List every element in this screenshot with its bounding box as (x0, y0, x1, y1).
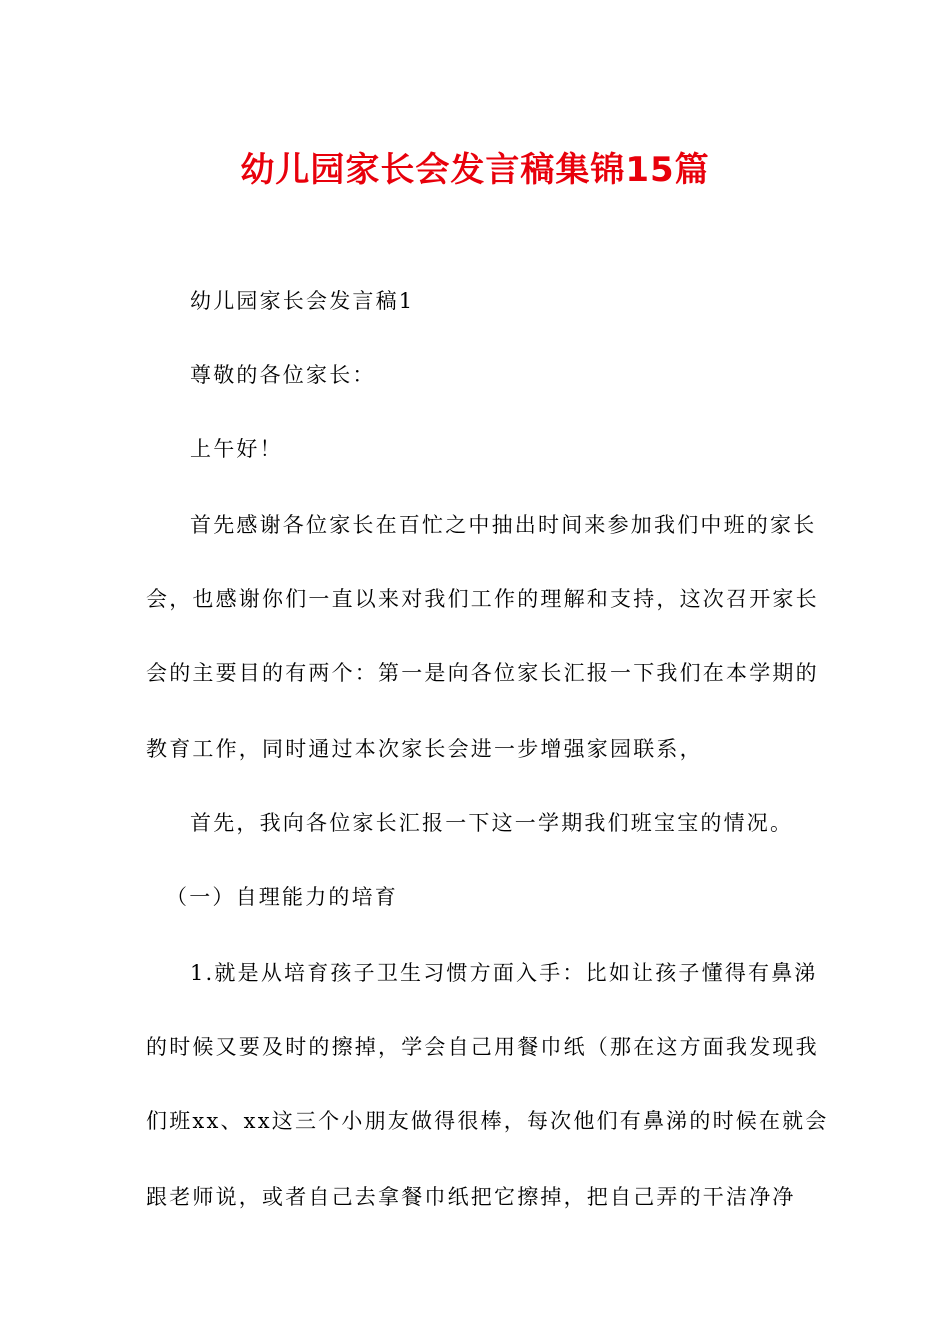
paragraph-line: 首先，我向各位家长汇报一下这一学期我们班宝宝的情况。 (190, 811, 794, 835)
paragraph-line: 教育工作，同时通过本次家长会进一步增强家园联系， (146, 737, 703, 761)
paragraph-line: 会，也感谢你们一直以来对我们工作的理解和支持，这次召开家长 (146, 587, 819, 611)
paragraph-line: 首先感谢各位家长在百忙之中抽出时间来参加我们中班的家长 (190, 513, 817, 537)
subtitle-line: 幼儿园家长会发言稿1 (190, 289, 415, 313)
paragraph-line: 1.就是从培育孩子卫生习惯方面入手：比如让孩子懂得有鼻涕 (190, 961, 818, 985)
paragraph-line: 们班xx、xx这三个小朋友做得很棒，每次他们有鼻涕的时候在就会 (146, 1109, 829, 1133)
paragraph-line: 会的主要目的有两个：第一是向各位家长汇报一下我们在本学期的 (146, 661, 819, 685)
document-title: 幼儿园家长会发言稿集锦15篇 (240, 150, 710, 190)
salutation-line: 尊敬的各位家长： (190, 363, 376, 387)
paragraph-line: 跟老师说，或者自己去拿餐巾纸把它擦掉，把自己弄的干洁净净 (146, 1185, 796, 1209)
paragraph-line: 的时候又要及时的擦掉，学会自己用餐巾纸（那在这方面我发现我 (146, 1035, 819, 1059)
greeting-line: 上午好！ (190, 437, 283, 461)
section-heading: （一）自理能力的培育 (166, 885, 398, 909)
